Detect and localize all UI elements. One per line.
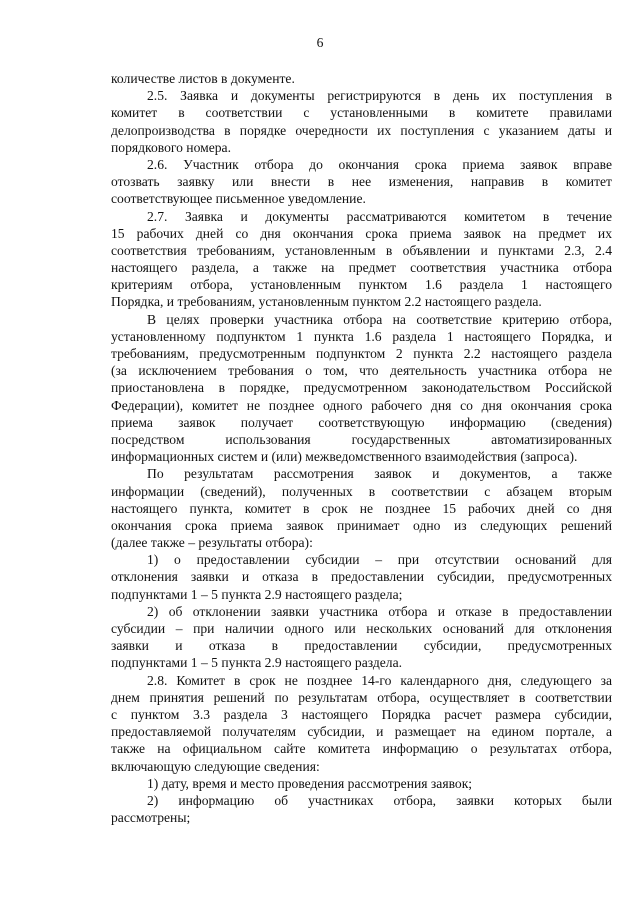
text-line: По результатам рассмотрения заявок и документов, а также: [147, 466, 612, 482]
text-line: подпунктами 1 – 5 пункта 2.9 настоящего раздела.: [111, 655, 403, 671]
text-line: предоставляемой получателям субсидии, и размещает на едином портале, а: [111, 724, 612, 740]
text-line: приостановлена в порядке, предусмотренном законодательством Российской: [111, 380, 612, 396]
text-line: количестве листов в документе.: [111, 71, 295, 86]
text-line: подпунктами 1 – 5 пункта 2.9 настоящего раздела;: [111, 586, 403, 602]
text-line: 1) о предоставлении субсидии – при отсутствии оснований для: [147, 552, 612, 568]
text-line: 2) об отклонении заявки участника отбора и отказе в предоставлении: [147, 603, 612, 619]
text-line: заявки и отказа в предоставлении субсидии, предусмотренных: [111, 638, 612, 654]
text-line: 2.6. Участник отбора до окончания срока приема заявок вправе: [147, 156, 612, 172]
text-line: критериям отбора, установленным пунктом 1.6 раздела 1 настоящего: [111, 277, 612, 293]
text-line: 2.7. Заявка и документы рассматриваются комитетом в течение: [147, 208, 612, 224]
text-line: установленному подпунктом 1 пункта 1.6 раздела 1 настоящего Порядка, и: [111, 328, 612, 344]
text-line: В целях проверки участника отбора на соответствие критерию отбора,: [147, 311, 612, 327]
text-line: информации (сведений), полученных в соответствии с абзацем вторым: [111, 483, 612, 499]
document-body: [111, 70, 612, 826]
text-line: рассмотрены;: [111, 810, 191, 826]
text-line: настоящего раздела, а также на предмет соответствия участника отбора: [111, 260, 612, 276]
text-line: с пунктом 3.3 раздела 3 настоящего Порядка расчет размера субсидии,: [111, 706, 612, 722]
text-line: посредством использования государственных автоматизированных: [111, 431, 612, 447]
page-number: 6: [316, 35, 324, 50]
text-line: настоящего пункта, комитет в срок не позднее 15 рабочих дней со дня: [111, 500, 612, 516]
text-line: 15 рабочих дней со дня окончания срока приема заявок на предмет их: [111, 225, 612, 241]
text-line: 2.8. Комитет в срок не позднее 14-го календарного дня, следующего за: [147, 672, 612, 688]
text-line: днем принятия решений по результатам отбора, осуществляет в соответствии: [111, 689, 612, 705]
text-line: также на официальном сайте комитета информацию о результатах отбора,: [111, 741, 612, 757]
text-line: (далее также – результаты отбора):: [111, 535, 313, 551]
text-line: соответствующее письменное уведомление.: [111, 191, 366, 207]
text-line: окончания срока приема заявок принимает одно из следующих решений: [111, 517, 612, 533]
text-line: соответствия требованиям, установленным в объявлении и пунктами 2.3, 2.4: [111, 242, 612, 258]
text-line: делопроизводства в порядке очередности их поступления с указанием даты и: [111, 122, 612, 138]
text-line: включающую следующие сведения:: [111, 758, 320, 774]
text-line: (за исключением требования о том, что деятельность участника отбора не: [111, 363, 612, 379]
text-line: порядкового номера.: [111, 139, 231, 155]
text-line: Порядка, и требованиям, установленным пунктом 2.2 настоящего раздела.: [111, 294, 542, 310]
text-line: требованиям, предусмотренным подпунктом 2 пункта 2.2 настоящего раздела: [111, 346, 612, 361]
text-line: комитет в соответствии с установленными в комитете правилами: [111, 105, 612, 121]
text-line: 1) дату, время и место проведения рассмотрения заявок;: [147, 775, 473, 791]
text-line: 2.5. Заявка и документы регистрируются в день их поступления в: [147, 88, 612, 104]
text-line: 2) информацию об участниках отбора, заявки которых были: [147, 792, 612, 808]
text-line: субсидии – при наличии одного или нескольких оснований для отклонения: [111, 621, 612, 636]
text-line: информационных систем и (или) межведомственного взаимодействия (запроса).: [111, 449, 578, 465]
text-line: отклонения заявки и отказа в предоставлении субсидии, предусмотренных: [111, 569, 612, 585]
text-line: Федерации), комитет не позднее одного рабочего дня со дня окончания срока: [111, 397, 612, 413]
text-line: отозвать заявку или внести в нее изменения, направив в комитет: [111, 174, 612, 190]
text-line: приема заявок получает соответствующую информацию (сведения): [111, 414, 612, 430]
